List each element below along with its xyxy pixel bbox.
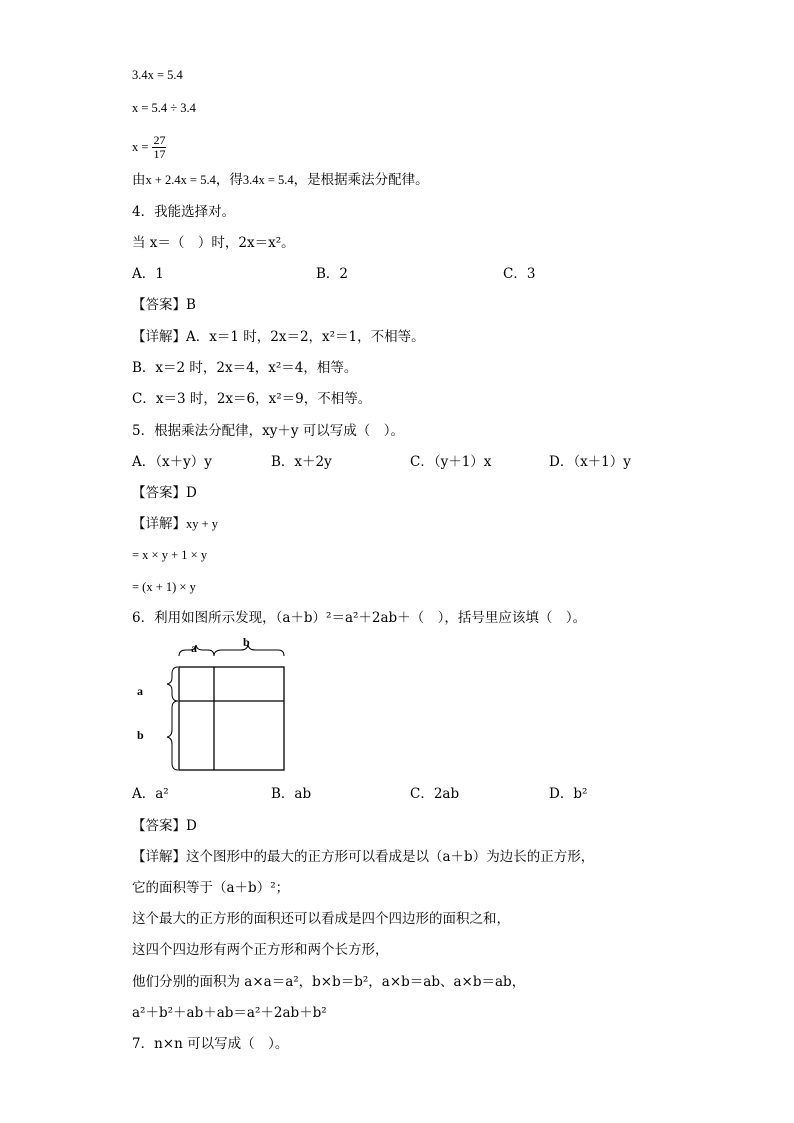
q4-option-c[interactable]: C．3 [503, 266, 536, 282]
brace-left-b [167, 701, 178, 770]
q6-detail-6: a²＋b²＋ab＋ab＝a²＋2ab＋b² [132, 1005, 327, 1021]
square-diagram [132, 636, 297, 776]
note-expr-1: x + 2.4x = 5.4 [145, 173, 216, 187]
q5-title: 5．根据乘法分配律，xy＋y 可以写成（ ）。 [132, 423, 404, 439]
square-diagram-svg [132, 636, 297, 776]
q6-detail-4: 这四个四边形有两个正方形和两个长方形， [132, 942, 389, 958]
equation-line-2: x = 5.4 ÷ 3.4 [132, 101, 196, 115]
q4-option-a[interactable]: A．1 [132, 266, 164, 282]
q5-answer: 【答案】D [132, 485, 197, 501]
q7-title: 7．n×n 可以写成（ ）。 [132, 1036, 289, 1052]
q5-option-a[interactable]: A．（x＋y）y [132, 454, 212, 470]
fraction [152, 134, 166, 161]
q6-option-c[interactable]: C．2ab [410, 786, 460, 802]
q6-detail-1: 【详解】这个图形中的最大的正方形可以看成是以（a＋b）为边长的正方形， [132, 849, 595, 865]
fraction-denominator: 17 [153, 146, 166, 161]
brace-left-a [167, 667, 178, 701]
q5-step-1: = x × y + 1 × y [132, 548, 208, 562]
equation-line-1: 3.4x = 5.4 [132, 68, 183, 82]
label-top-b: b [243, 635, 250, 649]
note-expr-2: 3.4x = 5.4 [242, 173, 294, 187]
note-pre: 由 [132, 172, 146, 188]
note-post: ，是根据乘法分配律。 [293, 172, 429, 188]
note-mid: ，得 [215, 172, 243, 188]
q5-detail-expr: xy + y [186, 517, 219, 531]
q4-detail-1: 【详解】A．x＝1 时，2x＝2，x²＝1，不相等。 [132, 329, 425, 345]
q4-answer: 【答案】B [132, 297, 196, 313]
q4-stem: 当 x＝（ ）时，2x＝x²。 [132, 235, 295, 251]
q5-detail-label: 【详解】 [132, 516, 186, 532]
q4-option-b[interactable]: B．2 [316, 266, 349, 282]
q5-option-d[interactable]: D．（x＋1）y [549, 454, 631, 470]
q6-detail-3: 这个最大的正方形的面积还可以看成是四个四边形的面积之和， [132, 911, 510, 927]
q5-option-c[interactable]: C．（y＋1）x [410, 454, 492, 470]
big-square [179, 667, 284, 770]
q4-title: 4．我能选择对。 [132, 204, 236, 220]
q4-detail-3: C．x＝3 时，2x＝6，x²＝9，不相等。 [132, 391, 372, 407]
label-left-a: a [137, 684, 143, 698]
q6-detail-5: 他们分别的面积为 a×a＝a²，b×b＝b²，a×b＝ab、a×b＝ab， [132, 974, 526, 990]
note-q3 [132, 171, 429, 189]
q6-answer: 【答案】D [132, 818, 197, 834]
q6-detail-2: 它的面积等于（a＋b）²； [132, 880, 290, 896]
q6-option-b[interactable]: B．ab [271, 786, 312, 802]
q6-option-d[interactable]: D．b² [549, 786, 588, 802]
q4-options [132, 265, 692, 283]
q5-options [132, 453, 692, 471]
fraction-numerator: 27 [153, 132, 166, 147]
q5-option-b[interactable]: B．x＋2y [271, 454, 332, 470]
q5-step-2: = (x + 1) × y [132, 580, 196, 594]
q5-detail [132, 515, 218, 533]
q4-detail-2: B．x＝2 时，2x＝4，x²＝4，相等。 [132, 360, 358, 376]
equation-line-3 [132, 132, 166, 162]
label-left-b: b [137, 728, 144, 742]
q6-option-a[interactable]: A．a² [132, 786, 169, 802]
equation-lhs: x = [132, 140, 149, 154]
q6-options [132, 785, 692, 803]
q6-title: 6．利用如图所示发现，（a＋b）²＝a²＋2ab＋（ ），括号里应该填（ ）。 [132, 610, 587, 626]
label-top-a: a [191, 641, 197, 655]
